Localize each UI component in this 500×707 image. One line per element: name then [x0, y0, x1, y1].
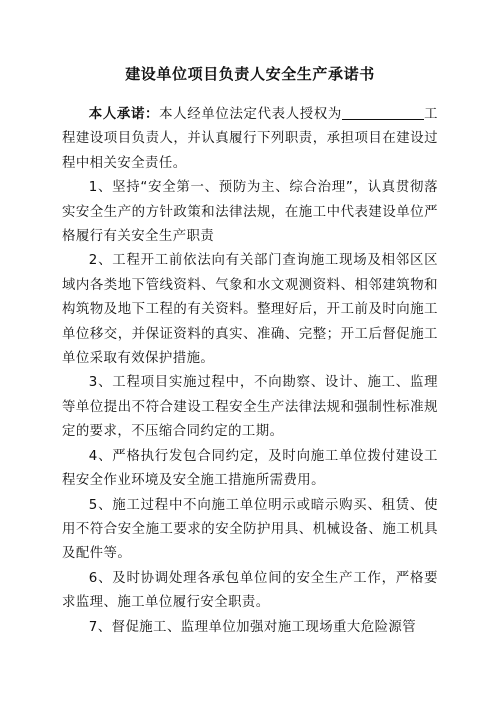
commitment-item-6: 6、及时协调处理各承包单位间的安全生产工作，严格要求监理、施工单位履行安全职责。	[62, 570, 438, 611]
commitment-item-5: 5、施工过程中不向施工单位明示或暗示购买、租赁、使用不符合安全施工要求的安全防护用具、机械设备、施工机具及配件等。	[62, 497, 438, 562]
intro-text-after-blank: 工程建设项目负责人，并认真履行下列职责，承担项目在建设过程中相关安全责任。	[62, 107, 439, 171]
intro-lead: 本人承诺：	[88, 107, 160, 122]
commitment-item-7: 7、督促施工、监理单位加强对施工现场重大危险源管	[88, 619, 417, 635]
commitment-item-3: 3、工程项目实施过程中，不向勘察、设计、施工、监理等单位提出不符合建设工程安全生产法律法规和强制性标准规定的要求，不压缩合同约定的工期。	[62, 375, 438, 440]
commitment-item-2: 2、工程开工前依法向有关部门查询施工现场及相邻区区域内各类地下管线资料、气象和水文观测资料、相邻建筑物和构筑物及地下工程的有关资料。整理好后，开工前及时向施工单位移交，并保证资料的真实、准确、完整；开工后督促施工单位采取有效保护措施。	[62, 253, 438, 367]
commitment-item-4: 4、严格执行发包合同约定，及时向施工单位拨付建设工程安全作业环境及安全施工措施所需费用。	[62, 448, 438, 489]
intro-text-before-blank: 本人经单位法定代表人授权为	[159, 107, 342, 122]
document-body	[62, 103, 438, 640]
document-title: 建设单位项目负责人安全生产承诺书	[125, 65, 375, 83]
intro-paragraph	[62, 103, 438, 176]
fill-in-blank	[342, 105, 424, 120]
commitment-item-1: 1、坚持“安全第一、预防为主、综合治理”，认真贯彻落实安全生产的方针政策和法律法规，在施工中代表建设单位严格履行有关安全生产职责	[62, 180, 438, 245]
